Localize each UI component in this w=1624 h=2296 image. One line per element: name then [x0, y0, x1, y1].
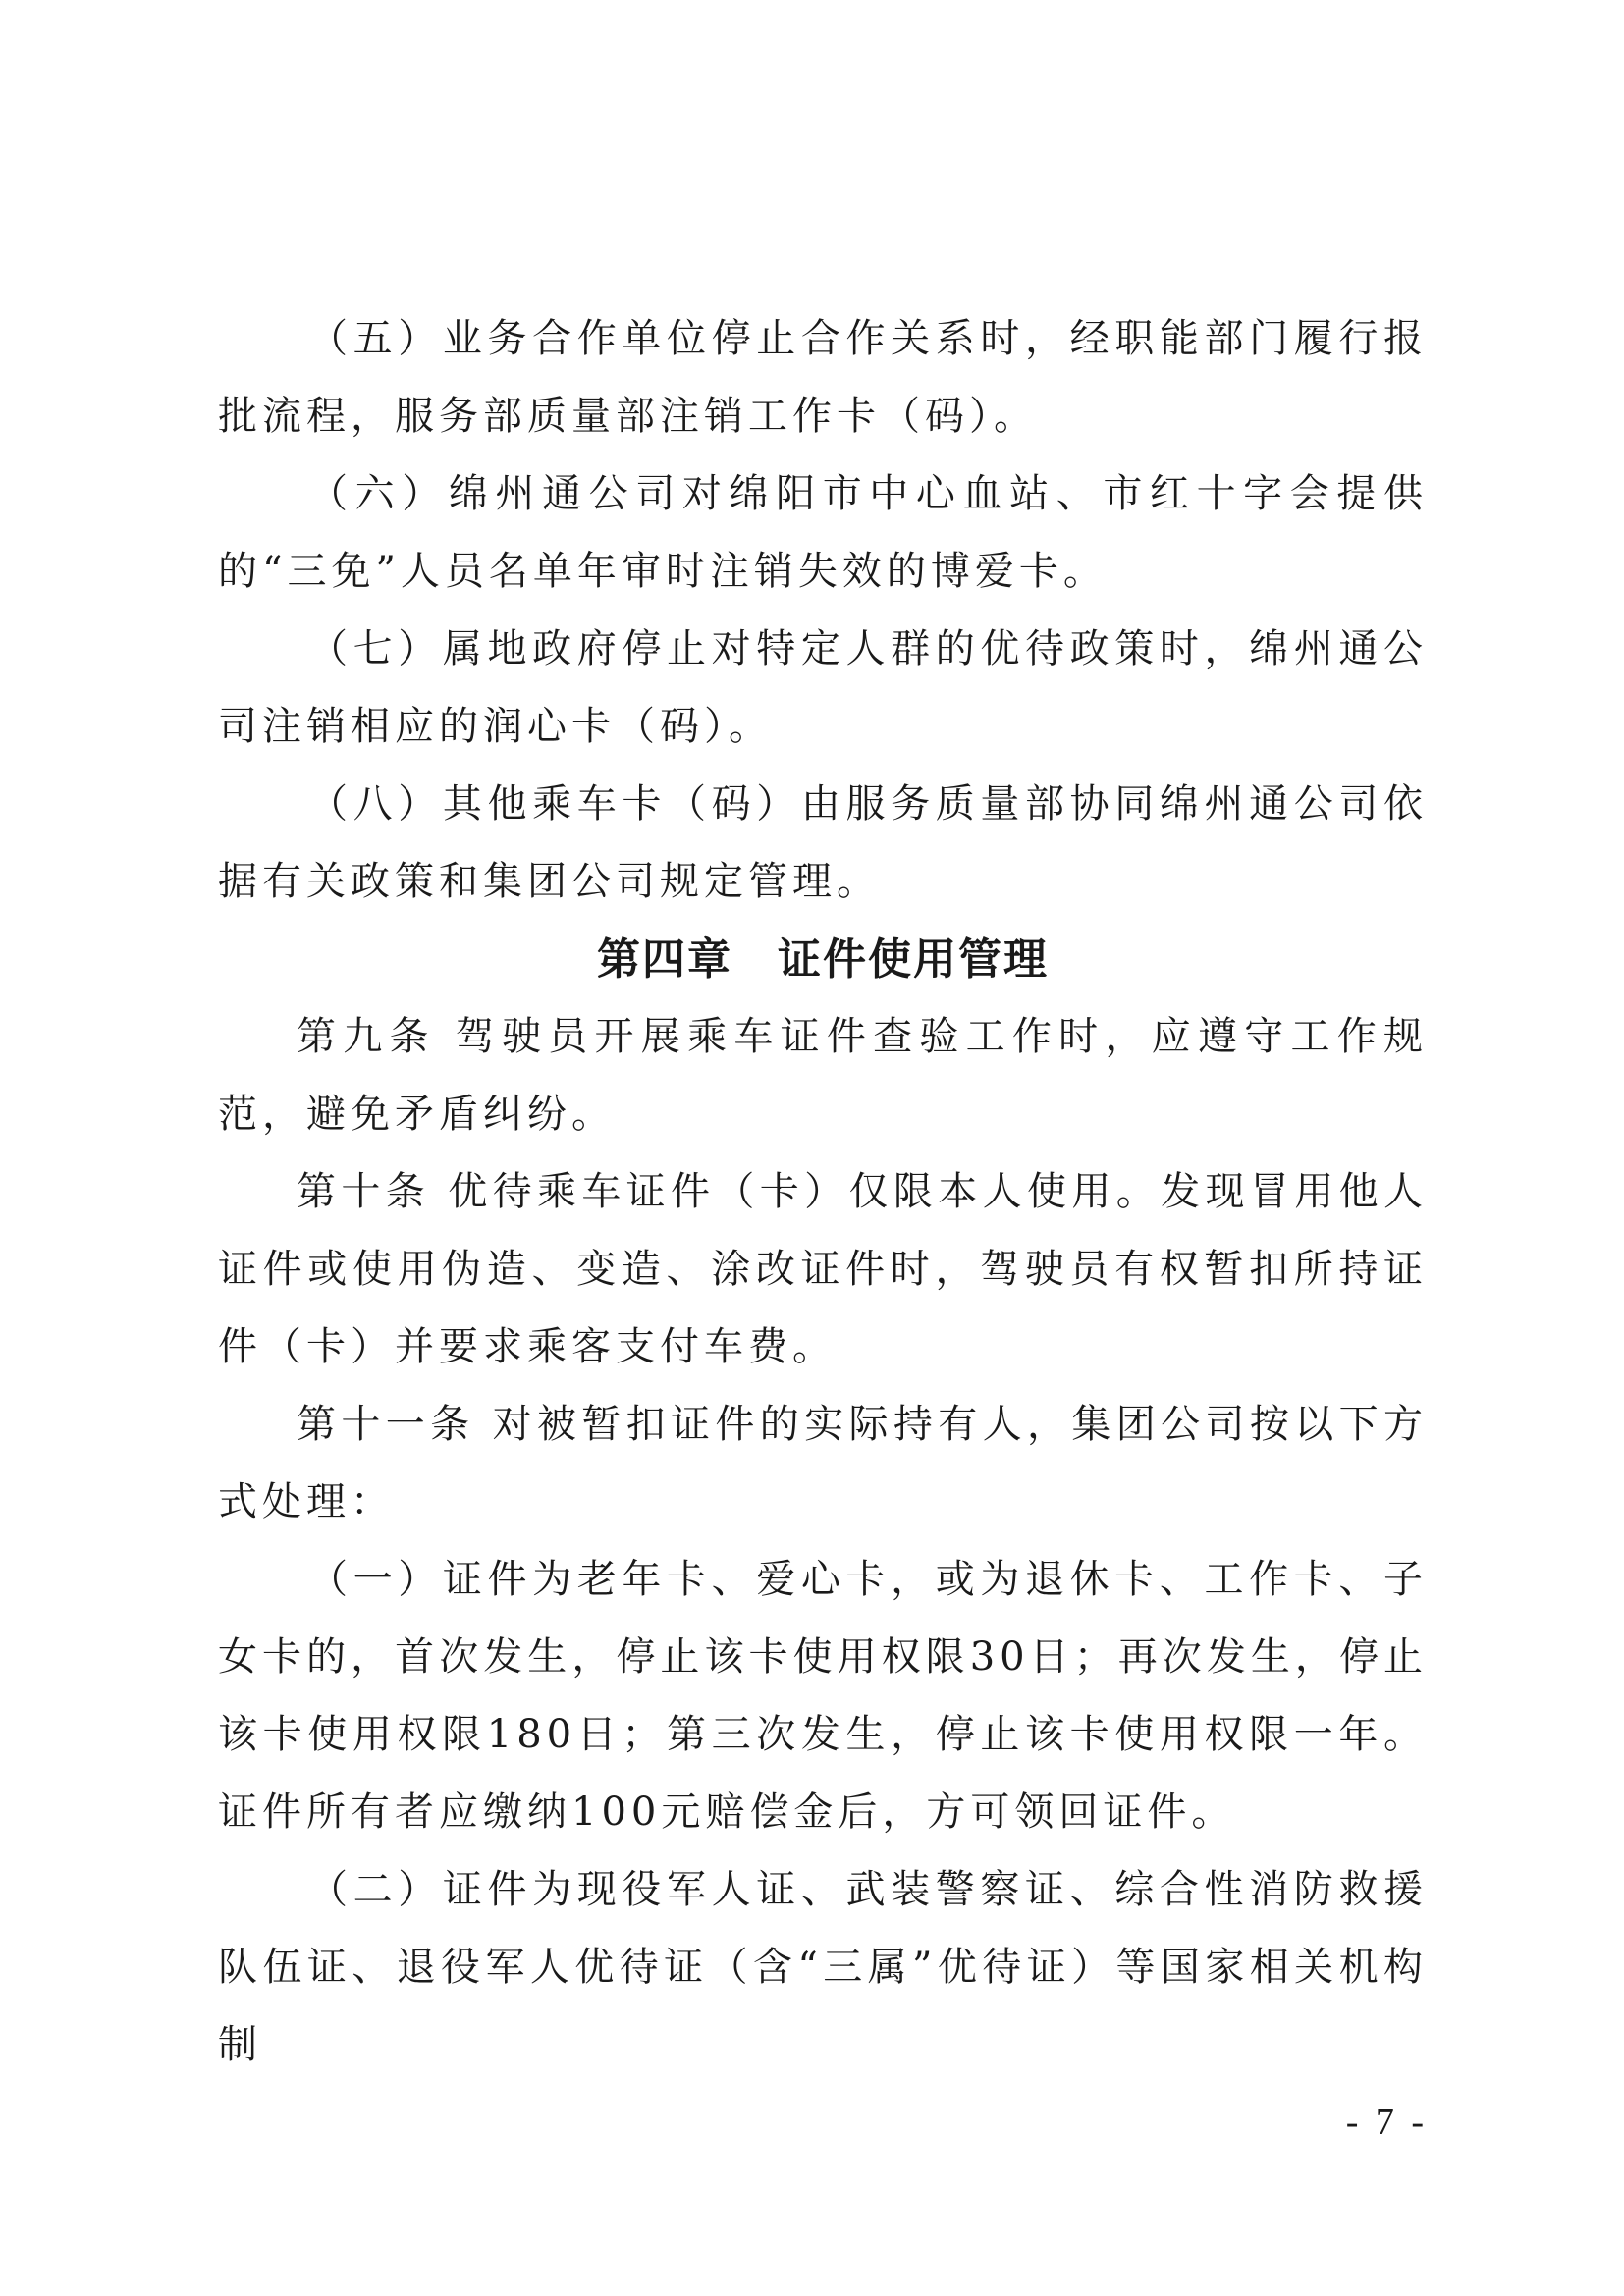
article-11: 第十一条 对被暂扣证件的实际持有人，集团公司按以下方式处理：	[218, 1402, 1428, 1524]
article-9: 第九条 驾驶员开展乘车证件查验工作时，应遵守工作规范，避免矛盾纠纷。	[218, 1014, 1428, 1137]
paragraph-item-6: （六）绵州通公司对绵阳市中心血站、市红十字会提供的“三免”人员名单年审时注销失效的博爱卡。	[218, 471, 1428, 594]
paragraph-item-7: （七）属地政府停止对特定人群的优待政策时，绵州通公司注销相应的润心卡（码）。	[218, 626, 1428, 749]
paragraph-item-8: （八）其他乘车卡（码）由服务质量部协同绵州通公司依据有关政策和集团公司规定管理。	[218, 781, 1428, 904]
article-11-item-2: （二）证件为现役军人证、武装警察证、综合性消防救援队伍证、退役军人优待证（含“三属”优待证）等国家相关机构制	[218, 1867, 1428, 2067]
article-11-item-1: （一）证件为老年卡、爱心卡，或为退休卡、工作卡、子女卡的，首次发生，停止该卡使用权限30日；再次发生，停止该卡使用权限180日；第三次发生，停止该卡使用权限一年。证件所有者应缴纳100元赔偿金后，方可领回证件。	[218, 1557, 1428, 1835]
document-body	[218, 300, 1428, 2084]
article-10: 第十条 优待乘车证件（卡）仅限本人使用。发现冒用他人证件或使用伪造、变造、涂改证件时，驾驶员有权暂扣所持证件（卡）并要求乘客支付车费。	[218, 1169, 1428, 1369]
chapter-heading: 第四章 证件使用管理	[597, 934, 1049, 985]
page-number: - 7 -	[1345, 2102, 1428, 2143]
paragraph-item-5: （五）业务合作单位停止合作关系时，经职能部门履行报批流程，服务部质量部注销工作卡（码）。	[218, 316, 1428, 439]
